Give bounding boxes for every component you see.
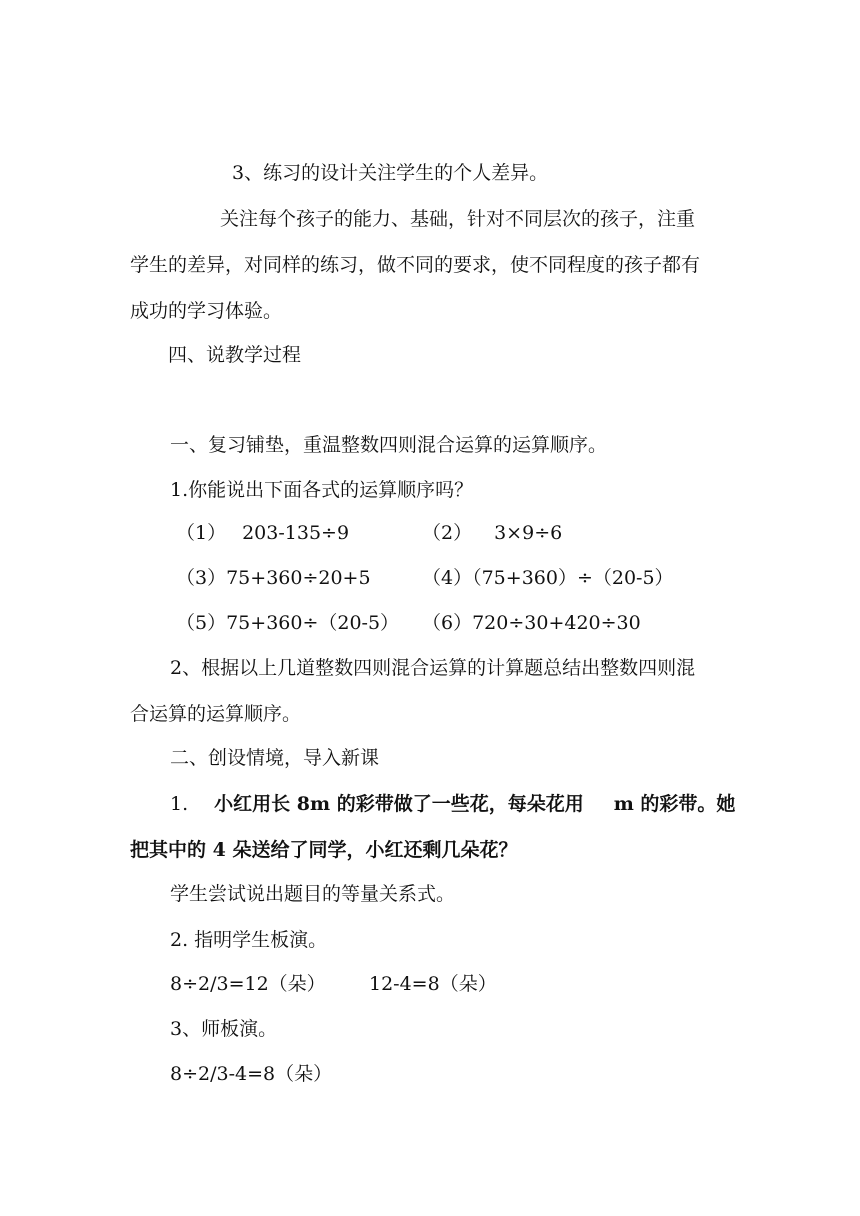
part-two-title: 二、创设情境，导入新课 (170, 747, 380, 769)
word-problem-text-b: m 的彩带。她 (613, 793, 736, 815)
exercise-label: （4） (422, 567, 473, 589)
word-problem-line-2: 把其中的 4 朵送给了同学，小红还剩几朵花？ (130, 839, 518, 861)
question-two-line-1: 2、根据以上几道整数四则混合运算的计算题总结出整数四则混 (170, 657, 696, 679)
exercise-label: （1） (176, 522, 227, 544)
word-problem-number: 1. (170, 793, 189, 815)
exercise-label: （3） (176, 567, 227, 589)
practice-design-body-line-2: 学生的差异，对同样的练习，做不同的要求，使不同程度的孩子都有 (130, 254, 701, 276)
exercise-4 (422, 566, 674, 590)
practice-design-heading: 3、练习的设计关注学生的个人差异。 (232, 162, 549, 184)
practice-design-body-line-1: 关注每个孩子的能力、基础，针对不同层次的孩子，注重 (220, 208, 696, 230)
exercise-label: （5） (176, 612, 227, 634)
exercise-expression: （75+360）÷（20-5） (472, 567, 674, 589)
exercise-1 (176, 521, 349, 545)
section-four-title: 四、说教学过程 (168, 344, 302, 366)
exercise-expression: 75+360÷20+5 (226, 567, 371, 589)
exercise-3 (176, 566, 371, 590)
calculation-3: 8÷2/3-4=8（朵） (170, 1063, 333, 1085)
calculation-1: 8÷2/3=12（朵） (170, 973, 326, 995)
student-board-text: 2. 指明学生板演。 (170, 929, 328, 951)
exercise-label: （2） (422, 522, 473, 544)
practice-design-body-line-3: 成功的学习体验。 (130, 300, 283, 322)
exercise-expression: 720÷30+420÷30 (472, 612, 641, 634)
exercise-expression: 75+360÷（20-5） (226, 612, 400, 634)
exercise-2 (422, 521, 562, 545)
word-problem-text-a: 小红用长 8m 的彩带做了一些花，每朵花用 (214, 793, 584, 815)
calculation-2: 12-4=8（朵） (369, 973, 497, 995)
exercise-expression: 3×9÷6 (494, 522, 563, 544)
student-attempt-text: 学生尝试说出题目的等量关系式。 (170, 883, 456, 905)
word-problem-line-1 (170, 792, 735, 816)
part-one-title: 一、复习铺垫，重温整数四则混合运算的运算顺序。 (170, 434, 608, 456)
exercise-expression: 203-135÷9 (242, 522, 350, 544)
exercise-label: （6） (422, 612, 473, 634)
exercise-5 (176, 611, 399, 635)
exercise-6 (422, 611, 641, 635)
question-one-title: 1.你能说出下面各式的运算顺序吗？ (170, 479, 474, 501)
question-two-line-2: 合运算的运算顺序。 (130, 703, 302, 725)
teacher-board-text: 3、师板演。 (170, 1018, 278, 1040)
